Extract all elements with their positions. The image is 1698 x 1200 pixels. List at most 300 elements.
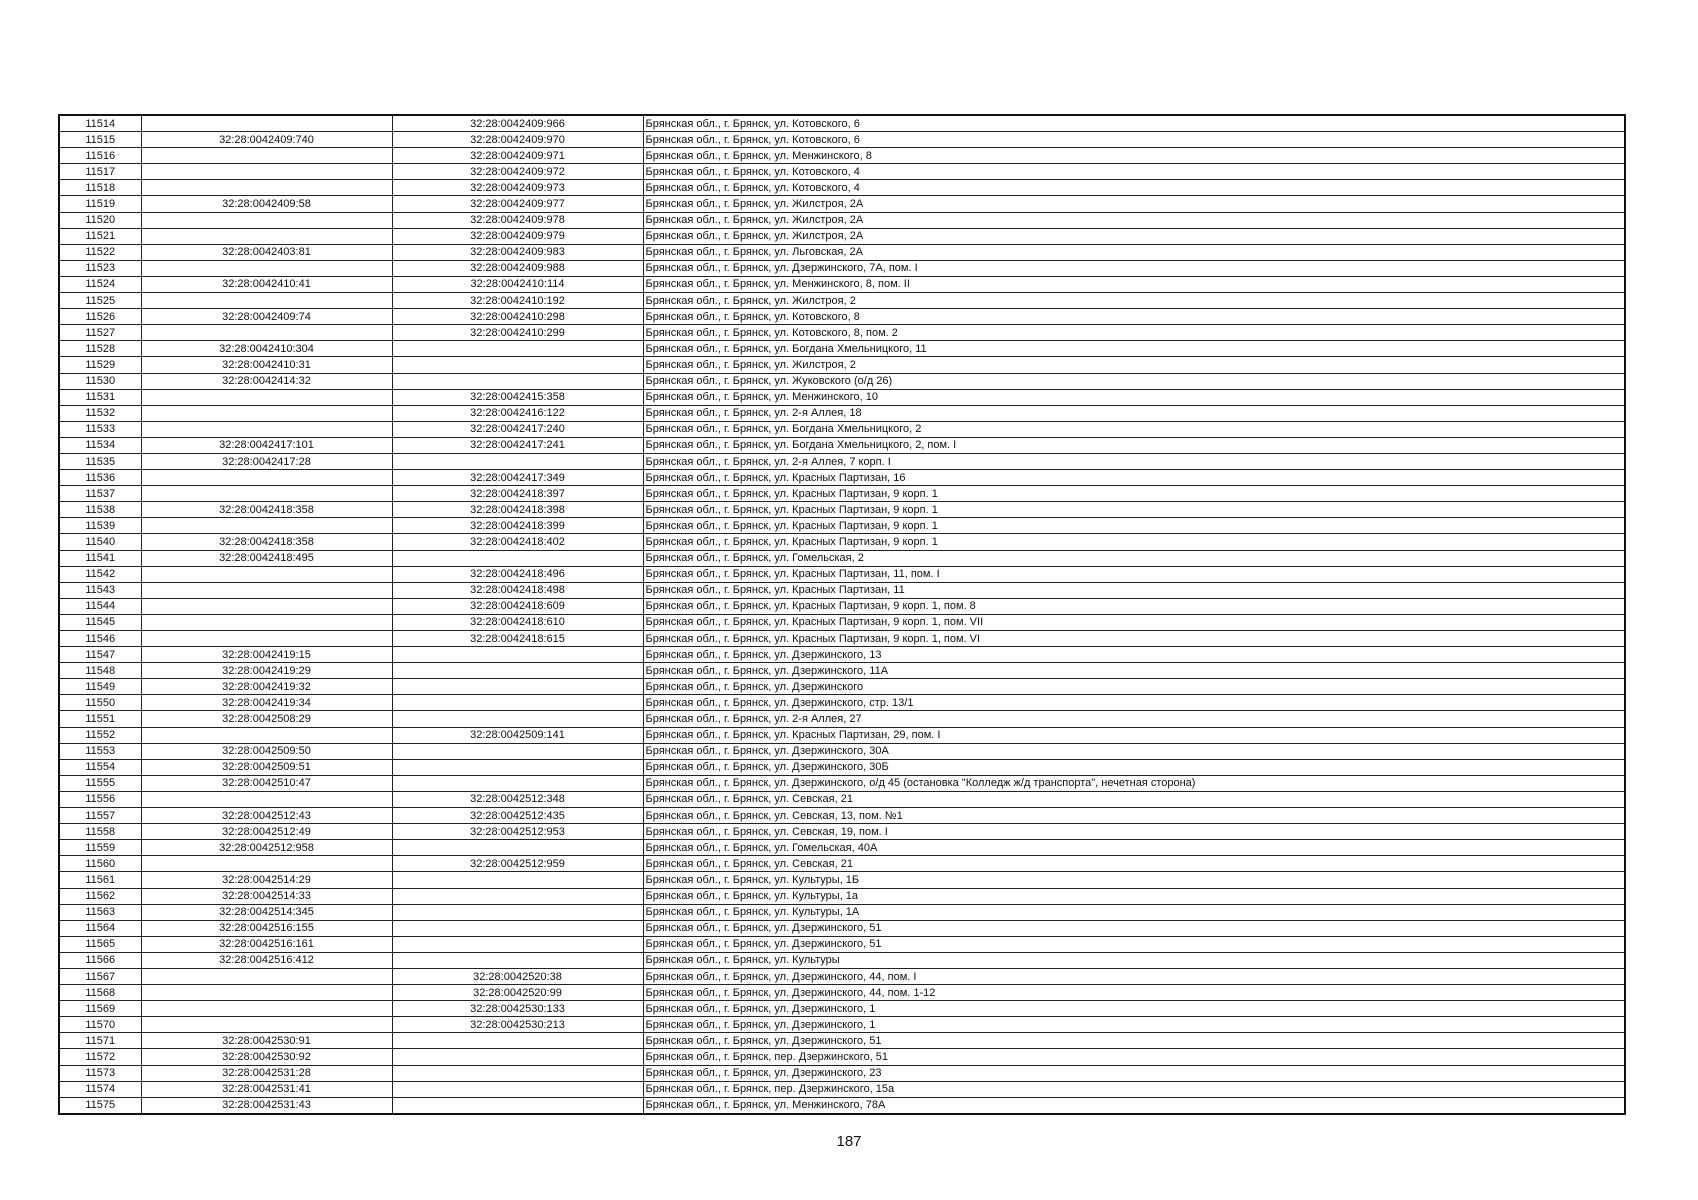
row-number-cell: 11557	[59, 808, 141, 824]
building-cadastral-number-cell: 32:28:0042409:970	[392, 132, 643, 148]
address-cell: Брянская обл., г. Брянск, ул. Котовского, 8, пом. 2	[643, 325, 1625, 341]
cadastral-number-cell	[141, 598, 392, 614]
row-number-cell: 11574	[59, 1081, 141, 1097]
building-cadastral-number-cell	[392, 1097, 643, 1114]
address-cell: Брянская обл., г. Брянск, ул. Красных Партизан, 9 корп. 1, пом. 8	[643, 598, 1625, 614]
cadastral-number-cell	[141, 325, 392, 341]
row-number-cell: 11545	[59, 614, 141, 630]
building-cadastral-number-cell: 32:28:0042418:397	[392, 486, 643, 502]
cadastral-number-cell: 32:28:0042530:92	[141, 1049, 392, 1065]
cadastral-number-cell	[141, 985, 392, 1001]
property-registry-table	[58, 114, 1626, 1115]
building-cadastral-number-cell: 32:28:0042410:192	[392, 293, 643, 309]
row-number-cell: 11537	[59, 486, 141, 502]
table-row	[59, 582, 1625, 598]
row-number-cell: 11556	[59, 791, 141, 807]
building-cadastral-number-cell: 32:28:0042409:966	[392, 115, 643, 132]
cadastral-number-cell	[141, 180, 392, 196]
cadastral-number-cell	[141, 566, 392, 582]
row-number-cell: 11544	[59, 598, 141, 614]
building-cadastral-number-cell: 32:28:0042418:610	[392, 614, 643, 630]
cadastral-number-cell: 32:28:0042531:28	[141, 1065, 392, 1081]
address-cell: Брянская обл., г. Брянск, ул. Котовского, 8	[643, 309, 1625, 325]
cadastral-number-cell: 32:28:0042531:43	[141, 1097, 392, 1114]
building-cadastral-number-cell	[392, 711, 643, 727]
address-cell: Брянская обл., г. Брянск, ул. Дзержинского, 51	[643, 920, 1625, 936]
row-number-cell: 11564	[59, 920, 141, 936]
address-cell: Брянская обл., г. Брянск, ул. Жуковского (о/д 26)	[643, 373, 1625, 389]
row-number-cell: 11551	[59, 711, 141, 727]
building-cadastral-number-cell: 32:28:0042418:496	[392, 566, 643, 582]
table-row	[59, 1081, 1625, 1097]
cadastral-number-cell: 32:28:0042410:41	[141, 276, 392, 292]
cadastral-number-cell	[141, 115, 392, 132]
table-row	[59, 437, 1625, 453]
address-cell: Брянская обл., г. Брянск, ул. 2-я Аллея, 7 корп. I	[643, 453, 1625, 469]
address-cell: Брянская обл., г. Брянск, ул. Дзержинского, 51	[643, 1033, 1625, 1049]
row-number-cell: 11539	[59, 518, 141, 534]
table-row	[59, 228, 1625, 244]
cadastral-number-cell: 32:28:0042419:29	[141, 663, 392, 679]
building-cadastral-number-cell: 32:28:0042409:973	[392, 180, 643, 196]
building-cadastral-number-cell	[392, 840, 643, 856]
address-cell: Брянская обл., г. Брянск, ул. Менжинского, 10	[643, 389, 1625, 405]
row-number-cell: 11572	[59, 1049, 141, 1065]
row-number-cell: 11559	[59, 840, 141, 856]
building-cadastral-number-cell: 32:28:0042418:402	[392, 534, 643, 550]
table-row	[59, 341, 1625, 357]
table-row	[59, 920, 1625, 936]
table-row	[59, 663, 1625, 679]
cadastral-number-cell: 32:28:0042419:32	[141, 679, 392, 695]
building-cadastral-number-cell: 32:28:0042415:358	[392, 389, 643, 405]
building-cadastral-number-cell	[392, 341, 643, 357]
row-number-cell: 11529	[59, 357, 141, 373]
cadastral-number-cell: 32:28:0042512:43	[141, 808, 392, 824]
table-row	[59, 743, 1625, 759]
table-row	[59, 631, 1625, 647]
building-cadastral-number-cell: 32:28:0042418:615	[392, 631, 643, 647]
row-number-cell: 11558	[59, 824, 141, 840]
table-row	[59, 148, 1625, 164]
table-row	[59, 968, 1625, 984]
cadastral-number-cell	[141, 1017, 392, 1033]
building-cadastral-number-cell: 32:28:0042410:114	[392, 276, 643, 292]
registry-table-body	[59, 115, 1625, 1114]
row-number-cell: 11561	[59, 872, 141, 888]
address-cell: Брянская обл., г. Брянск, ул. Дзержинского, 1	[643, 1001, 1625, 1017]
table-row	[59, 727, 1625, 743]
building-cadastral-number-cell: 32:28:0042409:983	[392, 244, 643, 260]
row-number-cell: 11563	[59, 904, 141, 920]
table-row	[59, 518, 1625, 534]
cadastral-number-cell: 32:28:0042510:47	[141, 775, 392, 791]
building-cadastral-number-cell: 32:28:0042512:348	[392, 791, 643, 807]
row-number-cell: 11552	[59, 727, 141, 743]
address-cell: Брянская обл., г. Брянск, ул. Дзержинского, 1	[643, 1017, 1625, 1033]
row-number-cell: 11517	[59, 164, 141, 180]
address-cell: Брянская обл., г. Брянск, ул. Культуры	[643, 952, 1625, 968]
row-number-cell: 11555	[59, 775, 141, 791]
row-number-cell: 11536	[59, 470, 141, 486]
table-row	[59, 309, 1625, 325]
row-number-cell: 11514	[59, 115, 141, 132]
row-number-cell: 11527	[59, 325, 141, 341]
cadastral-number-cell	[141, 631, 392, 647]
table-row	[59, 775, 1625, 791]
building-cadastral-number-cell	[392, 952, 643, 968]
cadastral-number-cell: 32:28:0042418:495	[141, 550, 392, 566]
cadastral-number-cell: 32:28:0042514:345	[141, 904, 392, 920]
cadastral-number-cell: 32:28:0042512:49	[141, 824, 392, 840]
address-cell: Брянская обл., г. Брянск, ул. Гомельская, 2	[643, 550, 1625, 566]
building-cadastral-number-cell	[392, 1081, 643, 1097]
building-cadastral-number-cell	[392, 373, 643, 389]
address-cell: Брянская обл., г. Брянск, ул. Дзержинского, 51	[643, 936, 1625, 952]
building-cadastral-number-cell	[392, 775, 643, 791]
building-cadastral-number-cell	[392, 1065, 643, 1081]
table-row	[59, 1097, 1625, 1114]
address-cell: Брянская обл., г. Брянск, ул. 2-я Аллея, 18	[643, 405, 1625, 421]
building-cadastral-number-cell: 32:28:0042410:299	[392, 325, 643, 341]
table-row	[59, 470, 1625, 486]
address-cell: Брянская обл., г. Брянск, ул. Жилстроя, 2А	[643, 212, 1625, 228]
table-row	[59, 1017, 1625, 1033]
row-number-cell: 11546	[59, 631, 141, 647]
row-number-cell: 11533	[59, 421, 141, 437]
cadastral-number-cell: 32:28:0042516:155	[141, 920, 392, 936]
address-cell: Брянская обл., г. Брянск, ул. Менжинского, 8, пом. II	[643, 276, 1625, 292]
building-cadastral-number-cell	[392, 743, 643, 759]
row-number-cell: 11543	[59, 582, 141, 598]
building-cadastral-number-cell	[392, 904, 643, 920]
address-cell: Брянская обл., г. Брянск, ул. Дзержинского, 44, пом. 1-12	[643, 985, 1625, 1001]
row-number-cell: 11520	[59, 212, 141, 228]
cadastral-number-cell: 32:28:0042403:81	[141, 244, 392, 260]
address-cell: Брянская обл., г. Брянск, ул. Дзержинского, 11А	[643, 663, 1625, 679]
building-cadastral-number-cell	[392, 1049, 643, 1065]
address-cell: Брянская обл., г. Брянск, ул. Дзержинского	[643, 679, 1625, 695]
row-number-cell: 11547	[59, 647, 141, 663]
row-number-cell: 11530	[59, 373, 141, 389]
address-cell: Брянская обл., г. Брянск, ул. Жилстроя, 2А	[643, 228, 1625, 244]
row-number-cell: 11532	[59, 405, 141, 421]
row-number-cell: 11571	[59, 1033, 141, 1049]
building-cadastral-number-cell: 32:28:0042417:241	[392, 437, 643, 453]
table-row	[59, 196, 1625, 212]
building-cadastral-number-cell: 32:28:0042409:979	[392, 228, 643, 244]
table-row	[59, 421, 1625, 437]
table-row	[59, 115, 1625, 132]
building-cadastral-number-cell: 32:28:0042409:977	[392, 196, 643, 212]
address-cell: Брянская обл., г. Брянск, ул. Культуры, 1а	[643, 888, 1625, 904]
row-number-cell: 11518	[59, 180, 141, 196]
address-cell: Брянская обл., г. Брянск, ул. Красных Партизан, 29, пом. I	[643, 727, 1625, 743]
row-number-cell: 11575	[59, 1097, 141, 1114]
table-row	[59, 614, 1625, 630]
building-cadastral-number-cell: 32:28:0042409:978	[392, 212, 643, 228]
address-cell: Брянская обл., г. Брянск, ул. Дзержинского, 30Б	[643, 759, 1625, 775]
table-row	[59, 647, 1625, 663]
address-cell: Брянская обл., г. Брянск, ул. Дзержинского, 13	[643, 647, 1625, 663]
row-number-cell: 11535	[59, 453, 141, 469]
table-row	[59, 679, 1625, 695]
row-number-cell: 11531	[59, 389, 141, 405]
row-number-cell: 11568	[59, 985, 141, 1001]
row-number-cell: 11515	[59, 132, 141, 148]
address-cell: Брянская обл., г. Брянск, ул. Красных Партизан, 9 корп. 1	[643, 518, 1625, 534]
cadastral-number-cell: 32:28:0042414:32	[141, 373, 392, 389]
building-cadastral-number-cell	[392, 453, 643, 469]
table-row	[59, 872, 1625, 888]
cadastral-number-cell: 32:28:0042409:740	[141, 132, 392, 148]
row-number-cell: 11567	[59, 968, 141, 984]
address-cell: Брянская обл., г. Брянск, ул. Котовского, 4	[643, 180, 1625, 196]
table-row	[59, 904, 1625, 920]
building-cadastral-number-cell: 32:28:0042520:99	[392, 985, 643, 1001]
cadastral-number-cell	[141, 405, 392, 421]
building-cadastral-number-cell: 32:28:0042530:213	[392, 1017, 643, 1033]
cadastral-number-cell	[141, 582, 392, 598]
cadastral-number-cell	[141, 486, 392, 502]
cadastral-number-cell: 32:28:0042514:33	[141, 888, 392, 904]
row-number-cell: 11569	[59, 1001, 141, 1017]
building-cadastral-number-cell: 32:28:0042409:971	[392, 148, 643, 164]
row-number-cell: 11548	[59, 663, 141, 679]
row-number-cell: 11523	[59, 260, 141, 276]
building-cadastral-number-cell: 32:28:0042418:398	[392, 502, 643, 518]
cadastral-number-cell: 32:28:0042417:101	[141, 437, 392, 453]
building-cadastral-number-cell: 32:28:0042520:38	[392, 968, 643, 984]
cadastral-number-cell: 32:28:0042419:15	[141, 647, 392, 663]
table-row	[59, 244, 1625, 260]
row-number-cell: 11573	[59, 1065, 141, 1081]
cadastral-number-cell: 32:28:0042530:91	[141, 1033, 392, 1049]
table-row	[59, 212, 1625, 228]
table-row	[59, 132, 1625, 148]
row-number-cell: 11553	[59, 743, 141, 759]
table-row	[59, 840, 1625, 856]
building-cadastral-number-cell: 32:28:0042512:953	[392, 824, 643, 840]
building-cadastral-number-cell	[392, 695, 643, 711]
table-row	[59, 856, 1625, 872]
cadastral-number-cell: 32:28:0042516:412	[141, 952, 392, 968]
building-cadastral-number-cell: 32:28:0042512:435	[392, 808, 643, 824]
address-cell: Брянская обл., г. Брянск, ул. Жилстроя, 2	[643, 357, 1625, 373]
row-number-cell: 11560	[59, 856, 141, 872]
address-cell: Брянская обл., г. Брянск, ул. Дзержинского, 44, пом. I	[643, 968, 1625, 984]
table-row	[59, 936, 1625, 952]
row-number-cell: 11570	[59, 1017, 141, 1033]
table-row	[59, 952, 1625, 968]
table-row	[59, 325, 1625, 341]
address-cell: Брянская обл., г. Брянск, ул. Жилстроя, 2	[643, 293, 1625, 309]
row-number-cell: 11554	[59, 759, 141, 775]
address-cell: Брянская обл., г. Брянск, пер. Дзержинского, 15а	[643, 1081, 1625, 1097]
table-row	[59, 276, 1625, 292]
address-cell: Брянская обл., г. Брянск, ул. Дзержинского, о/д 45 (остановка "Колледж ж/д транспорта", нечетная сторона)	[643, 775, 1625, 791]
address-cell: Брянская обл., г. Брянск, пер. Дзержинского, 51	[643, 1049, 1625, 1065]
table-row	[59, 260, 1625, 276]
cadastral-number-cell	[141, 1001, 392, 1017]
building-cadastral-number-cell: 32:28:0042418:609	[392, 598, 643, 614]
table-row	[59, 566, 1625, 582]
row-number-cell: 11542	[59, 566, 141, 582]
table-row	[59, 711, 1625, 727]
address-cell: Брянская обл., г. Брянск, ул. Дзержинского, 7А, пом. I	[643, 260, 1625, 276]
cadastral-number-cell	[141, 727, 392, 743]
cadastral-number-cell: 32:28:0042509:51	[141, 759, 392, 775]
building-cadastral-number-cell	[392, 357, 643, 373]
row-number-cell: 11566	[59, 952, 141, 968]
table-row	[59, 534, 1625, 550]
address-cell: Брянская обл., г. Брянск, ул. Красных Партизан, 11	[643, 582, 1625, 598]
cadastral-number-cell: 32:28:0042419:34	[141, 695, 392, 711]
cadastral-number-cell	[141, 293, 392, 309]
cadastral-number-cell	[141, 389, 392, 405]
table-row	[59, 1033, 1625, 1049]
cadastral-number-cell: 32:28:0042509:50	[141, 743, 392, 759]
cadastral-number-cell: 32:28:0042516:161	[141, 936, 392, 952]
table-row	[59, 598, 1625, 614]
address-cell: Брянская обл., г. Брянск, ул. Культуры, 1А	[643, 904, 1625, 920]
cadastral-number-cell: 32:28:0042418:358	[141, 502, 392, 518]
table-row	[59, 486, 1625, 502]
address-cell: Брянская обл., г. Брянск, ул. Севская, 19, пом. I	[643, 824, 1625, 840]
building-cadastral-number-cell: 32:28:0042418:498	[392, 582, 643, 598]
table-row	[59, 389, 1625, 405]
cadastral-number-cell: 32:28:0042418:358	[141, 534, 392, 550]
row-number-cell: 11538	[59, 502, 141, 518]
cadastral-number-cell: 32:28:0042409:58	[141, 196, 392, 212]
cadastral-number-cell	[141, 518, 392, 534]
table-row	[59, 180, 1625, 196]
table-row	[59, 1049, 1625, 1065]
row-number-cell: 11549	[59, 679, 141, 695]
table-row	[59, 791, 1625, 807]
address-cell: Брянская обл., г. Брянск, ул. Культуры, 1Б	[643, 872, 1625, 888]
cadastral-number-cell	[141, 260, 392, 276]
cadastral-number-cell: 32:28:0042514:29	[141, 872, 392, 888]
address-cell: Брянская обл., г. Брянск, ул. Богдана Хмельницкого, 2, пом. I	[643, 437, 1625, 453]
row-number-cell: 11521	[59, 228, 141, 244]
building-cadastral-number-cell: 32:28:0042530:133	[392, 1001, 643, 1017]
address-cell: Брянская обл., г. Брянск, ул. 2-я Аллея, 27	[643, 711, 1625, 727]
cadastral-number-cell	[141, 148, 392, 164]
address-cell: Брянская обл., г. Брянск, ул. Котовского, 4	[643, 164, 1625, 180]
building-cadastral-number-cell	[392, 936, 643, 952]
cadastral-number-cell: 32:28:0042410:31	[141, 357, 392, 373]
row-number-cell: 11565	[59, 936, 141, 952]
cadastral-number-cell	[141, 470, 392, 486]
cadastral-number-cell	[141, 212, 392, 228]
cadastral-number-cell	[141, 791, 392, 807]
building-cadastral-number-cell: 32:28:0042417:240	[392, 421, 643, 437]
building-cadastral-number-cell: 32:28:0042409:988	[392, 260, 643, 276]
address-cell: Брянская обл., г. Брянск, ул. Красных Партизан, 9 корп. 1, пом. VII	[643, 614, 1625, 630]
cadastral-number-cell: 32:28:0042417:28	[141, 453, 392, 469]
table-row	[59, 759, 1625, 775]
table-row	[59, 1065, 1625, 1081]
table-row	[59, 888, 1625, 904]
address-cell: Брянская обл., г. Брянск, ул. Красных Партизан, 16	[643, 470, 1625, 486]
row-number-cell: 11526	[59, 309, 141, 325]
row-number-cell: 11528	[59, 341, 141, 357]
table-row	[59, 550, 1625, 566]
building-cadastral-number-cell: 32:28:0042409:972	[392, 164, 643, 180]
cadastral-number-cell: 32:28:0042409:74	[141, 309, 392, 325]
building-cadastral-number-cell	[392, 920, 643, 936]
building-cadastral-number-cell	[392, 679, 643, 695]
address-cell: Брянская обл., г. Брянск, ул. Красных Партизан, 9 корп. 1	[643, 486, 1625, 502]
address-cell: Брянская обл., г. Брянск, ул. Севская, 13, пом. №1	[643, 808, 1625, 824]
table-row	[59, 824, 1625, 840]
building-cadastral-number-cell: 32:28:0042512:959	[392, 856, 643, 872]
address-cell: Брянская обл., г. Брянск, ул. Дзержинского, 30А	[643, 743, 1625, 759]
building-cadastral-number-cell: 32:28:0042410:298	[392, 309, 643, 325]
building-cadastral-number-cell	[392, 759, 643, 775]
table-row	[59, 1001, 1625, 1017]
building-cadastral-number-cell: 32:28:0042418:399	[392, 518, 643, 534]
row-number-cell: 11525	[59, 293, 141, 309]
cadastral-number-cell	[141, 228, 392, 244]
building-cadastral-number-cell	[392, 1033, 643, 1049]
row-number-cell: 11562	[59, 888, 141, 904]
building-cadastral-number-cell	[392, 550, 643, 566]
address-cell: Брянская обл., г. Брянск, ул. Котовского, 6	[643, 115, 1625, 132]
cadastral-number-cell	[141, 421, 392, 437]
row-number-cell: 11522	[59, 244, 141, 260]
address-cell: Брянская обл., г. Брянск, ул. Менжинского, 78А	[643, 1097, 1625, 1114]
table-row	[59, 293, 1625, 309]
address-cell: Брянская обл., г. Брянск, ул. Богдана Хмельницкого, 11	[643, 341, 1625, 357]
row-number-cell: 11534	[59, 437, 141, 453]
address-cell: Брянская обл., г. Брянск, ул. Котовского, 6	[643, 132, 1625, 148]
cadastral-number-cell: 32:28:0042531:41	[141, 1081, 392, 1097]
table-row	[59, 502, 1625, 518]
address-cell: Брянская обл., г. Брянск, ул. Красных Партизан, 9 корп. 1	[643, 534, 1625, 550]
building-cadastral-number-cell	[392, 872, 643, 888]
table-row	[59, 695, 1625, 711]
address-cell: Брянская обл., г. Брянск, ул. Красных Партизан, 9 корп. 1	[643, 502, 1625, 518]
address-cell: Брянская обл., г. Брянск, ул. Богдана Хмельницкого, 2	[643, 421, 1625, 437]
cadastral-number-cell: 32:28:0042410:304	[141, 341, 392, 357]
address-cell: Брянская обл., г. Брянск, ул. Менжинского, 8	[643, 148, 1625, 164]
address-cell: Брянская обл., г. Брянск, ул. Дзержинского, стр. 13/1	[643, 695, 1625, 711]
row-number-cell: 11519	[59, 196, 141, 212]
table-row	[59, 164, 1625, 180]
building-cadastral-number-cell: 32:28:0042417:349	[392, 470, 643, 486]
table-row	[59, 985, 1625, 1001]
address-cell: Брянская обл., г. Брянск, ул. Севская, 21	[643, 791, 1625, 807]
cadastral-number-cell	[141, 968, 392, 984]
table-row	[59, 373, 1625, 389]
address-cell: Брянская обл., г. Брянск, ул. Красных Партизан, 9 корп. 1, пом. VI	[643, 631, 1625, 647]
building-cadastral-number-cell: 32:28:0042416:122	[392, 405, 643, 421]
table-row	[59, 808, 1625, 824]
address-cell: Брянская обл., г. Брянск, ул. Льговская, 2А	[643, 244, 1625, 260]
row-number-cell: 11524	[59, 276, 141, 292]
table-row	[59, 405, 1625, 421]
address-cell: Брянская обл., г. Брянск, ул. Красных Партизан, 11, пом. I	[643, 566, 1625, 582]
cadastral-number-cell	[141, 856, 392, 872]
address-cell: Брянская обл., г. Брянск, ул. Гомельская, 40А	[643, 840, 1625, 856]
row-number-cell: 11541	[59, 550, 141, 566]
table-row	[59, 453, 1625, 469]
building-cadastral-number-cell	[392, 888, 643, 904]
cadastral-number-cell: 32:28:0042508:29	[141, 711, 392, 727]
row-number-cell: 11550	[59, 695, 141, 711]
